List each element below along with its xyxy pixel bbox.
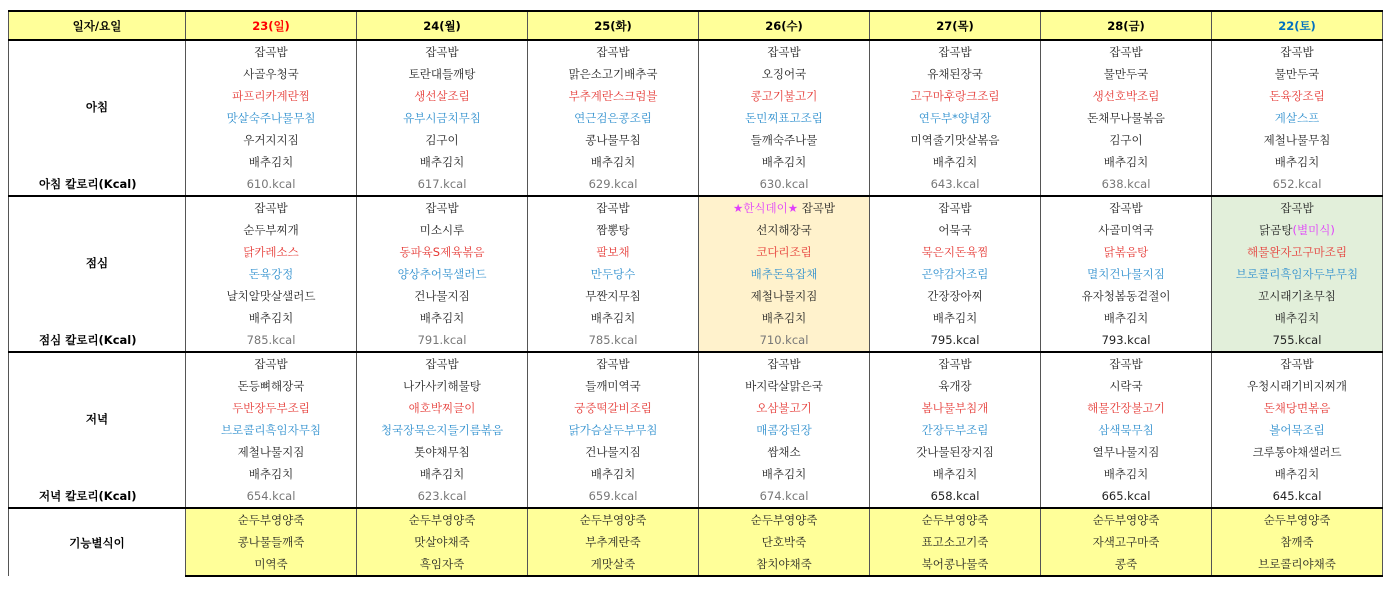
- dinner-label: 저녁: [9, 352, 186, 485]
- dinner-dish: 오삼불고기: [699, 397, 870, 419]
- dinner-dish: 매콤강된장: [699, 419, 870, 441]
- breakfast-dish: 부추계란스크럼블: [528, 85, 699, 107]
- dinner-dish: 돈채당면볶음: [1212, 397, 1383, 419]
- lunch-dish: 만두당수: [528, 263, 699, 285]
- functional-dish: 순두부영양죽: [1212, 508, 1383, 531]
- lunch-dish: 양상추어묵샐러드: [357, 263, 528, 285]
- lunch-dish: 해물완자고구마조림: [1212, 241, 1383, 263]
- lunch-row: [9, 219, 1383, 241]
- breakfast-row: [9, 107, 1383, 129]
- functional-dish: 순두부영양죽: [186, 508, 357, 531]
- day-header-sun: 23(일): [186, 11, 357, 40]
- breakfast-dish: 김구이: [1041, 129, 1212, 151]
- breakfast-dish: 돈육장조림: [1212, 85, 1383, 107]
- breakfast-dish: 배추김치: [528, 151, 699, 173]
- dinner-calorie-label: 저녁 칼로리(Kcal): [9, 485, 186, 508]
- lunch-dish: 배추김치: [186, 307, 357, 329]
- dinner-dish: 돈등뼈해장국: [186, 375, 357, 397]
- dinner-dish: 닭가슴살두부무침: [528, 419, 699, 441]
- lunch-dish: 배추김치: [1041, 307, 1212, 329]
- lunch-dish: 건나물지짐: [357, 285, 528, 307]
- functional-dish: 순두부영양죽: [699, 508, 870, 531]
- lunch-calorie-label: 점심 칼로리(Kcal): [9, 329, 186, 352]
- lunch-calorie-value: 785.kcal: [186, 329, 357, 352]
- dinner-dish: 우청시래기비지찌개: [1212, 375, 1383, 397]
- dinner-dish: 잡곡밥: [357, 352, 528, 375]
- breakfast-calorie-value: 638.kcal: [1041, 173, 1212, 196]
- lunch-dish: 어묵국: [870, 219, 1041, 241]
- lunch-calorie-row: [9, 329, 1383, 352]
- dinner-dish: 나가사키해물탕: [357, 375, 528, 397]
- breakfast-dish: 잡곡밥: [528, 40, 699, 63]
- dinner-calorie-value: 674.kcal: [699, 485, 870, 508]
- lunch-dish: 간장장아찌: [870, 285, 1041, 307]
- day-header-sat: 22(토): [1212, 11, 1383, 40]
- dinner-dish: 볼어묵조림: [1212, 419, 1383, 441]
- lunch-dish: 닭카레소스: [186, 241, 357, 263]
- breakfast-label: 아침: [9, 40, 186, 173]
- dinner-dish: 쌈채소: [699, 441, 870, 463]
- lunch-dish: 사골미역국: [1041, 219, 1212, 241]
- lunch-row: [9, 263, 1383, 285]
- breakfast-dish: 파프리카계란찜: [186, 85, 357, 107]
- breakfast-dish: 배추김치: [1212, 151, 1383, 173]
- functional-dish: 브로콜리야채죽: [1212, 553, 1383, 576]
- functional-dish: 북어콩나물죽: [870, 553, 1041, 576]
- lunch-dish: 순두부찌개: [186, 219, 357, 241]
- breakfast-dish: 배추김치: [1041, 151, 1212, 173]
- lunch-dish: 배추김치: [357, 307, 528, 329]
- dinner-dish: 잡곡밥: [528, 352, 699, 375]
- dinner-dish: 잡곡밥: [699, 352, 870, 375]
- day-header-wed: 26(수): [699, 11, 870, 40]
- dinner-dish: 해물간장불고기: [1041, 397, 1212, 419]
- breakfast-dish: 생선살조림: [357, 85, 528, 107]
- dinner-dish: 열무나물지짐: [1041, 441, 1212, 463]
- functional-dish: 게맛살죽: [528, 553, 699, 576]
- functional-row: [9, 553, 1383, 576]
- breakfast-dish: 유채된장국: [870, 63, 1041, 85]
- lunch-calorie-value: 791.kcal: [357, 329, 528, 352]
- dinner-calorie-row: [9, 485, 1383, 508]
- lunch-dish: 무짠지무침: [528, 285, 699, 307]
- dinner-dish: 잡곡밥: [870, 352, 1041, 375]
- lunch-dish: 배추김치: [1212, 307, 1383, 329]
- breakfast-dish: 맑은소고기배추국: [528, 63, 699, 85]
- breakfast-row: [9, 151, 1383, 173]
- breakfast-row: [9, 85, 1383, 107]
- dinner-row: [9, 463, 1383, 485]
- lunch-dish: 멸치건나물지짐: [1041, 263, 1212, 285]
- functional-dish: 순두부영양죽: [1041, 508, 1212, 531]
- functional-dish: 자색고구마죽: [1041, 531, 1212, 553]
- breakfast-dish: 우거지지짐: [186, 129, 357, 151]
- lunch-dish: 짬뽕탕: [528, 219, 699, 241]
- breakfast-dish: 김구이: [357, 129, 528, 151]
- lunch-dish: 잡곡밥: [1212, 196, 1383, 219]
- breakfast-dish: 고구마후랑크조림: [870, 85, 1041, 107]
- breakfast-dish: 배추김치: [357, 151, 528, 173]
- dinner-row: [9, 375, 1383, 397]
- dinner-dish: 애호박찌글이: [357, 397, 528, 419]
- dinner-row: [9, 352, 1383, 375]
- dinner-dish: 두반장두부조림: [186, 397, 357, 419]
- lunch-calorie-value: 710.kcal: [699, 329, 870, 352]
- lunch-dish: 잡곡밥: [357, 196, 528, 219]
- breakfast-dish: 제철나물무침: [1212, 129, 1383, 151]
- breakfast-dish: 오징어국: [699, 63, 870, 85]
- breakfast-row: [9, 63, 1383, 85]
- dinner-dish: 청국장묵은지들기름볶음: [357, 419, 528, 441]
- breakfast-dish: 돈민찌표고조림: [699, 107, 870, 129]
- dinner-dish: 잡곡밥: [186, 352, 357, 375]
- breakfast-dish: 물만두국: [1212, 63, 1383, 85]
- day-header-mon: 24(월): [357, 11, 528, 40]
- lunch-dish: 돈육강정: [186, 263, 357, 285]
- lunch-dish: 선지해장국: [699, 219, 870, 241]
- dinner-dish: 잡곡밥: [1212, 352, 1383, 375]
- breakfast-dish: 배추김치: [870, 151, 1041, 173]
- special-meal-badge: (별미식): [1292, 223, 1335, 237]
- dinner-calorie-value: 623.kcal: [357, 485, 528, 508]
- breakfast-dish: 잡곡밥: [1041, 40, 1212, 63]
- dinner-row: [9, 441, 1383, 463]
- dinner-dish: 잡곡밥: [1041, 352, 1212, 375]
- breakfast-dish: 잡곡밥: [870, 40, 1041, 63]
- lunch-dish: 묵은지돈육찜: [870, 241, 1041, 263]
- lunch-row: [9, 196, 1383, 219]
- breakfast-dish: 맛살숙주나물무침: [186, 107, 357, 129]
- breakfast-dish: 연두부*양념장: [870, 107, 1041, 129]
- breakfast-dish: 잡곡밥: [357, 40, 528, 63]
- dinner-dish: 배추김치: [1041, 463, 1212, 485]
- dish-name: 닭곰탕: [1259, 223, 1293, 237]
- breakfast-calorie-value: 629.kcal: [528, 173, 699, 196]
- functional-dish: 미역죽: [186, 553, 357, 576]
- breakfast-dish: 연근검은콩조림: [528, 107, 699, 129]
- functional-dish: 콩나물들깨죽: [186, 531, 357, 553]
- breakfast-calorie-value: 617.kcal: [357, 173, 528, 196]
- functional-dish: 흑임자죽: [357, 553, 528, 576]
- functional-dish: 참치야채죽: [699, 553, 870, 576]
- lunch-row: [9, 285, 1383, 307]
- breakfast-dish: 잡곡밥: [699, 40, 870, 63]
- dinner-dish: 갓나물된장지짐: [870, 441, 1041, 463]
- lunch-dish: 꼬시래기초무침: [1212, 285, 1383, 307]
- breakfast-calorie-value: 630.kcal: [699, 173, 870, 196]
- day-header-tue: 25(화): [528, 11, 699, 40]
- dinner-dish: 톳야채무침: [357, 441, 528, 463]
- lunch-dish: [1212, 219, 1383, 241]
- dinner-dish: 배추김치: [870, 463, 1041, 485]
- functional-dish: 순두부영양죽: [357, 508, 528, 531]
- breakfast-row: [9, 40, 1383, 63]
- lunch-dish: 곤약감자조림: [870, 263, 1041, 285]
- dinner-calorie-value: 654.kcal: [186, 485, 357, 508]
- lunch-dish: 배추김치: [528, 307, 699, 329]
- lunch-calorie-value: 755.kcal: [1212, 329, 1383, 352]
- functional-dish: 표고소고기죽: [870, 531, 1041, 553]
- lunch-dish: 잡곡밥: [528, 196, 699, 219]
- breakfast-calorie-value: 652.kcal: [1212, 173, 1383, 196]
- breakfast-dish: 게살스프: [1212, 107, 1383, 129]
- breakfast-calorie-row: [9, 173, 1383, 196]
- lunch-dish: 유자청봄동겉절이: [1041, 285, 1212, 307]
- dinner-dish: 시락국: [1041, 375, 1212, 397]
- breakfast-row: [9, 129, 1383, 151]
- dinner-dish: 들깨미역국: [528, 375, 699, 397]
- lunch-dish: 잡곡밥: [870, 196, 1041, 219]
- breakfast-dish: 돈채무나물볶음: [1041, 107, 1212, 129]
- lunch-calorie-value: 785.kcal: [528, 329, 699, 352]
- dinner-dish: 건나물지짐: [528, 441, 699, 463]
- breakfast-dish: 콩나물무침: [528, 129, 699, 151]
- dinner-dish: 브로콜리흑임자무침: [186, 419, 357, 441]
- lunch-row: [9, 307, 1383, 329]
- functional-dish: 참깨죽: [1212, 531, 1383, 553]
- dinner-dish: 크루통야채샐러드: [1212, 441, 1383, 463]
- dinner-dish: 배추김치: [699, 463, 870, 485]
- breakfast-dish: 토란대들깨탕: [357, 63, 528, 85]
- breakfast-calorie-label: 아침 칼로리(Kcal): [9, 173, 186, 196]
- breakfast-dish: 생선호박조림: [1041, 85, 1212, 107]
- dinner-dish: 배추김치: [186, 463, 357, 485]
- functional-dish: 콩죽: [1041, 553, 1212, 576]
- breakfast-dish: 잡곡밥: [1212, 40, 1383, 63]
- day-header-fri: 28(금): [1041, 11, 1212, 40]
- functional-row: [9, 531, 1383, 553]
- breakfast-dish: 유부시금치무침: [357, 107, 528, 129]
- lunch-dish: 동파육S제육볶음: [357, 241, 528, 263]
- breakfast-dish: 콩고기불고기: [699, 85, 870, 107]
- day-header-thu: 27(목): [870, 11, 1041, 40]
- lunch-dish: 닭볶음탕: [1041, 241, 1212, 263]
- lunch-dish: 제철나물지짐: [699, 285, 870, 307]
- functional-dish: 부추계란죽: [528, 531, 699, 553]
- dinner-dish: 삼색묵무침: [1041, 419, 1212, 441]
- breakfast-calorie-value: 610.kcal: [186, 173, 357, 196]
- breakfast-dish: 물만두국: [1041, 63, 1212, 85]
- lunch-dish: 잡곡밥: [186, 196, 357, 219]
- functional-dish: 순두부영양죽: [870, 508, 1041, 531]
- dinner-calorie-value: 645.kcal: [1212, 485, 1383, 508]
- dinner-row: [9, 419, 1383, 441]
- dinner-calorie-value: 665.kcal: [1041, 485, 1212, 508]
- dinner-dish: 간장두부조림: [870, 419, 1041, 441]
- functional-dish: 맛살야채죽: [357, 531, 528, 553]
- lunch-calorie-value: 795.kcal: [870, 329, 1041, 352]
- functional-dish: 순두부영양죽: [528, 508, 699, 531]
- lunch-dish: 배추김치: [870, 307, 1041, 329]
- dinner-calorie-value: 659.kcal: [528, 485, 699, 508]
- lunch-dish: 코다리조림: [699, 241, 870, 263]
- lunch-dish: 잡곡밥: [1041, 196, 1212, 219]
- weekly-menu-table: [8, 10, 1383, 577]
- dinner-dish: 육개장: [870, 375, 1041, 397]
- dish-name: 잡곡밥: [801, 201, 836, 215]
- lunch-dish: 미소시루: [357, 219, 528, 241]
- breakfast-dish: 들깨숙주나물: [699, 129, 870, 151]
- dinner-dish: 배추김치: [357, 463, 528, 485]
- lunch-dish: 브로콜리흑임자두부무침: [1212, 263, 1383, 285]
- breakfast-calorie-value: 643.kcal: [870, 173, 1041, 196]
- breakfast-dish: 사골우청국: [186, 63, 357, 85]
- lunch-calorie-value: 793.kcal: [1041, 329, 1212, 352]
- dinner-calorie-value: 658.kcal: [870, 485, 1041, 508]
- dinner-dish: 배추김치: [1212, 463, 1383, 485]
- breakfast-dish: 배추김치: [699, 151, 870, 173]
- lunch-row: [9, 241, 1383, 263]
- functional-dish: 단호박죽: [699, 531, 870, 553]
- functional-label: 기능별식이: [9, 508, 186, 576]
- dinner-dish: 제철나물지짐: [186, 441, 357, 463]
- lunch-dish: 배추김치: [699, 307, 870, 329]
- dinner-dish: 바지락살맑은국: [699, 375, 870, 397]
- lunch-dish: 날치알맛살샐러드: [186, 285, 357, 307]
- hansik-day-badge: ★한식데이★: [732, 201, 799, 215]
- functional-row: [9, 508, 1383, 531]
- header-label: 일자/요일: [9, 11, 186, 40]
- lunch-dish: [699, 196, 870, 219]
- breakfast-dish: 배추김치: [186, 151, 357, 173]
- breakfast-dish: 미역줄기맛살볶음: [870, 129, 1041, 151]
- header-row: [9, 11, 1383, 40]
- dinner-dish: 봄나물부침개: [870, 397, 1041, 419]
- breakfast-dish: 잡곡밥: [186, 40, 357, 63]
- lunch-label: 점심: [9, 196, 186, 329]
- dinner-row: [9, 397, 1383, 419]
- dinner-dish: 배추김치: [528, 463, 699, 485]
- lunch-dish: 팔보채: [528, 241, 699, 263]
- lunch-dish: 배추돈육잡채: [699, 263, 870, 285]
- dinner-dish: 궁중떡갈비조림: [528, 397, 699, 419]
